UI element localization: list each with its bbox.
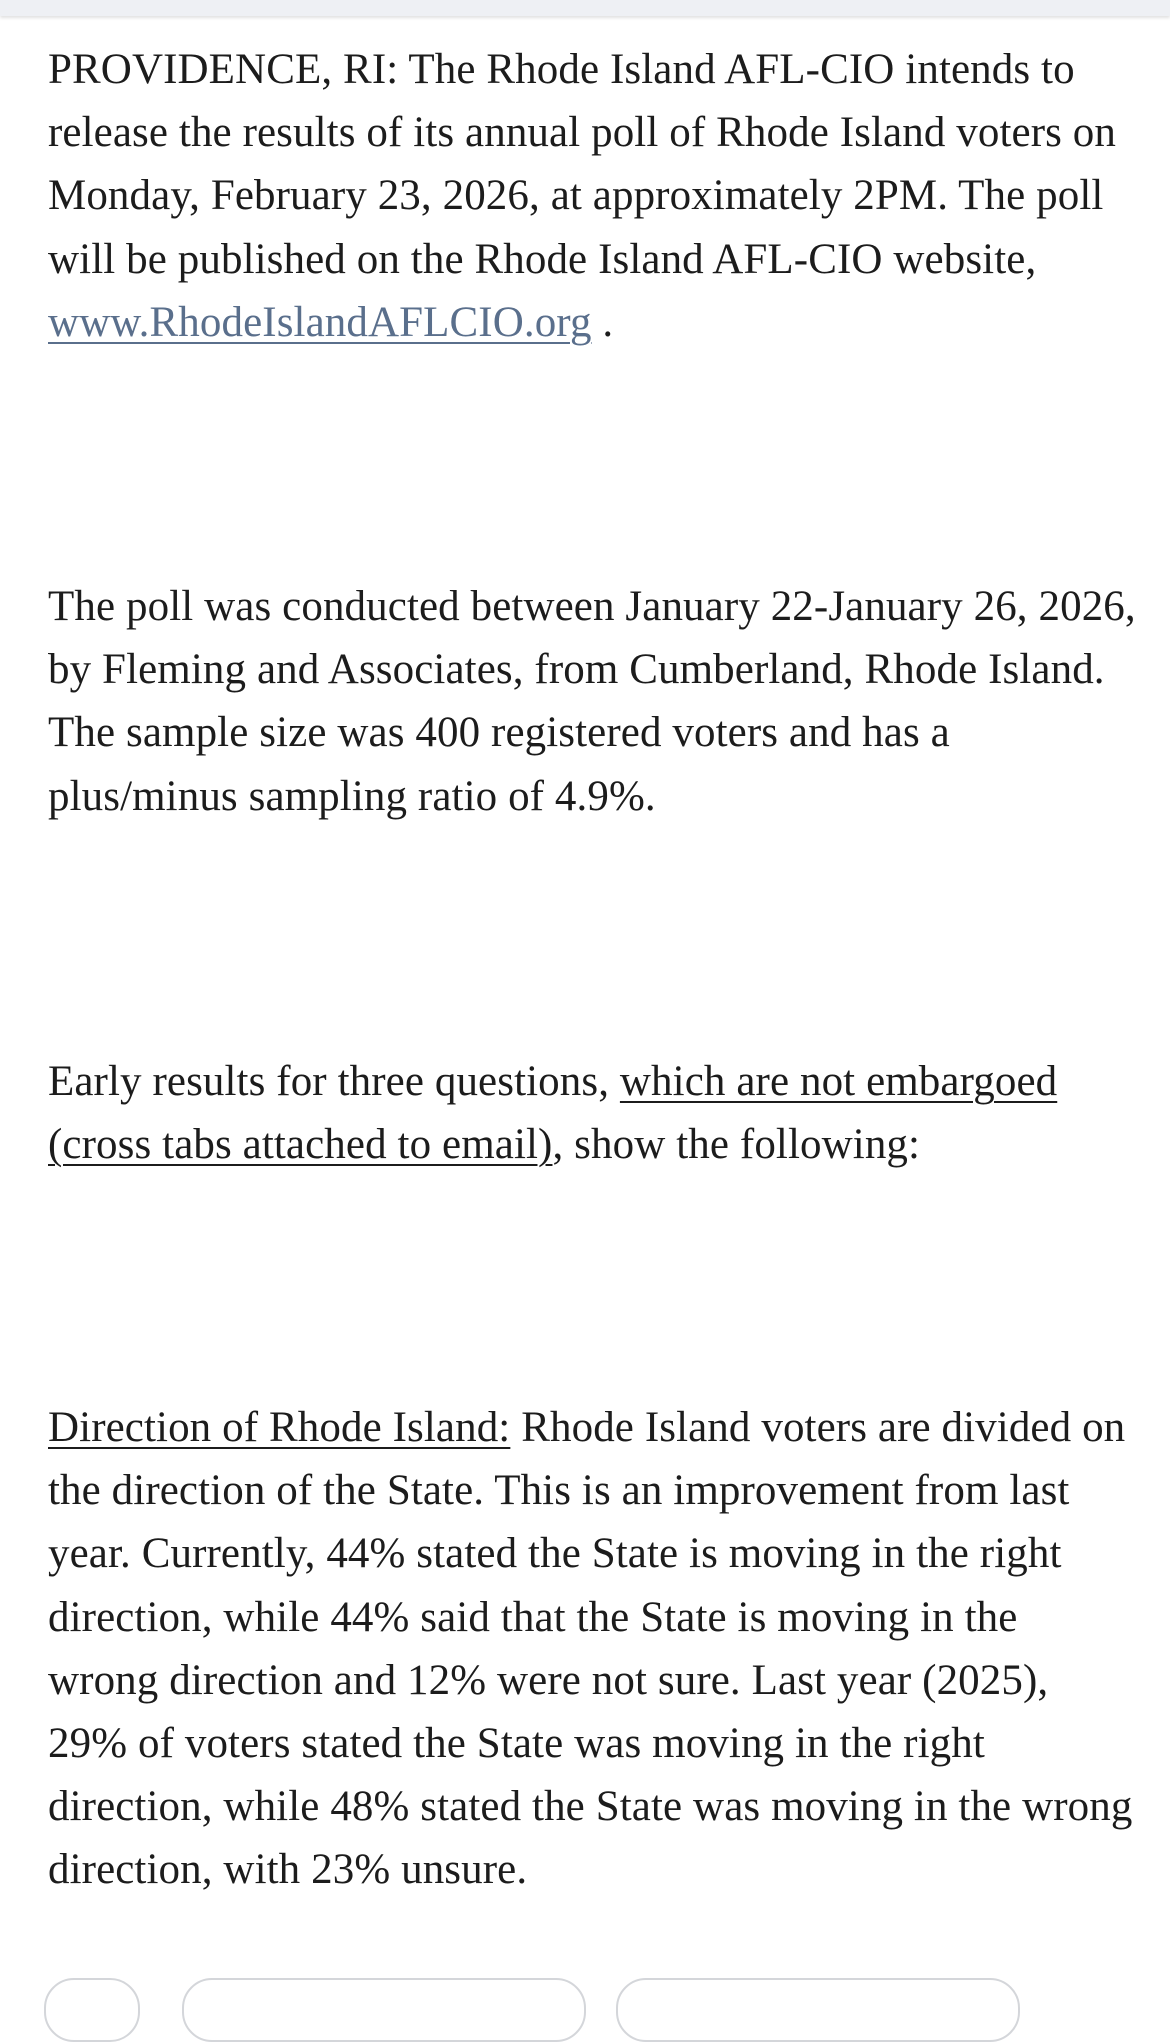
bottom-action-button-3[interactable] xyxy=(616,1978,1020,2042)
afl-cio-website-link[interactable]: www.RhodeIslandAFLCIO.org xyxy=(48,298,592,346)
direction-heading: Direction of Rhode Island: xyxy=(48,1404,511,1451)
paragraph-announcement xyxy=(48,38,1138,354)
paragraph-direction-of-ri xyxy=(48,1396,1138,1902)
methodology-text: The poll was conducted between January 22-January 26, 2026, by Fleming and Associates, from Cumberland, Rhode Island. The sample size was 400 registered voters and has a plus/minus sampling ratio of 4.9%. xyxy=(48,583,1136,820)
bottom-action-bar xyxy=(0,1978,1170,2008)
paragraph-early-results xyxy=(48,1050,1138,1176)
paragraph-poll-methodology xyxy=(48,575,1138,828)
top-toolbar-edge xyxy=(0,0,1170,16)
direction-text: Rhode Island voters are divided on the direction of the State. This is an improvement from last year. Currently, 44% stated the State is moving in the right direction, while 44% said that the State is moving in the wrong direction and 12% were not sure. Last year (2025), 29% of voters stated the State was moving in the right direction, while 48% stated the State was moving in the wrong direction, with 23% unsure. xyxy=(48,1404,1133,1894)
early-results-intro: Early results for three questions, xyxy=(48,1058,620,1105)
bottom-action-button-2[interactable] xyxy=(182,1978,586,2042)
early-results-tail: , show the following: xyxy=(552,1121,921,1169)
bottom-action-button-1[interactable] xyxy=(44,1978,140,2042)
announcement-text: PROVIDENCE, RI: The Rhode Island AFL-CIO intends to release the results of its annual poll of Rhode Island voters on Monday, February 23, 2026, at approximately 2PM. The poll will be published on the Rhode Island AFL-CIO website, xyxy=(48,46,1117,283)
embargo-note-underlined: which are not embargoed (cross tabs attached to email) xyxy=(48,1058,1058,1169)
announcement-trailing-text: . xyxy=(591,298,614,346)
